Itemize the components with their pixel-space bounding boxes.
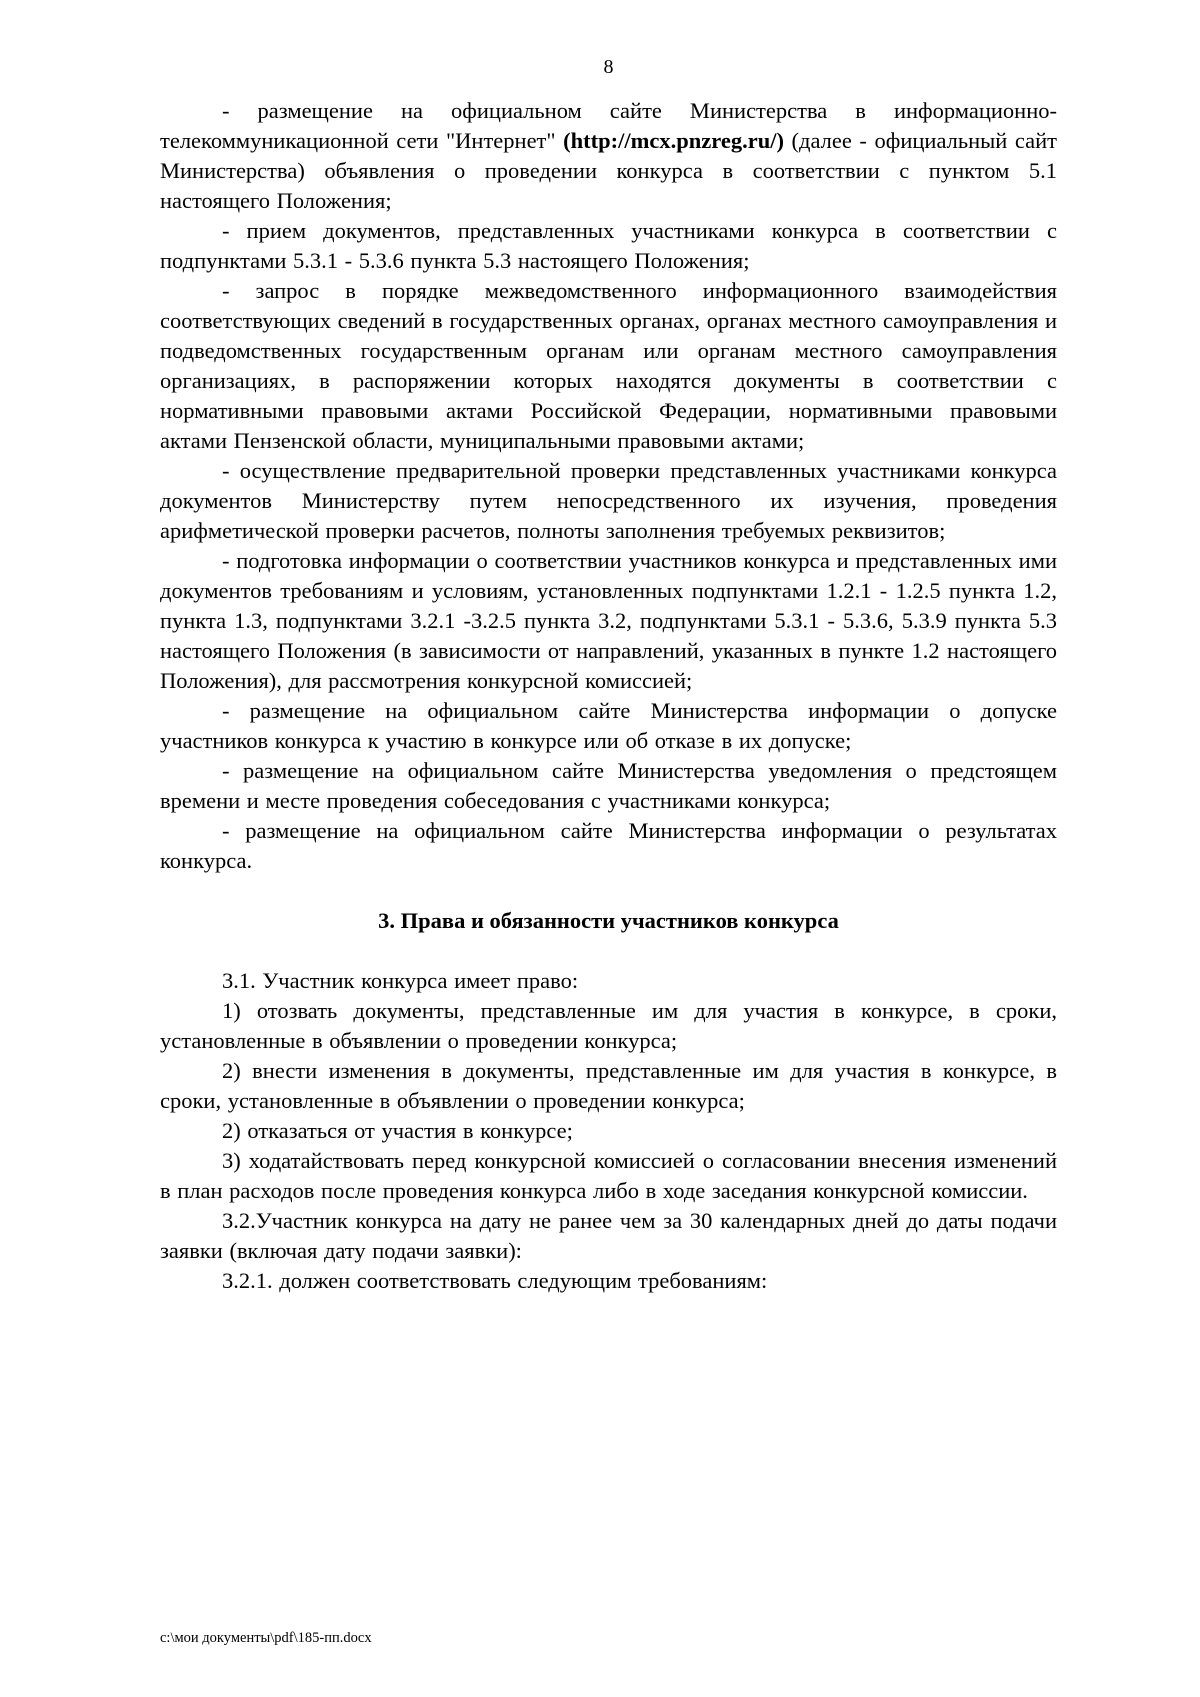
paragraph-participant-rights: 3.1. Участник конкурса имеет право: <box>222 968 579 993</box>
paragraph-right-petition: 3) ходатайствовать перед конкурсной комиссией о согласовании внесения изменений в план расходов после проведения конкурса либо в ходе заседания конкурсной комиссии. <box>160 1148 1057 1203</box>
paragraph-participant-date-requirement: 3.2.Участник конкурса на дату не ранее чем за 30 календарных дней до даты подачи заявки (включая дату подачи заявки): <box>160 1208 1057 1263</box>
ministry-site-url: (http://mcx.pnzreg.ru/) <box>563 128 784 153</box>
section-heading: 3. Права и обязанности участников конкурса <box>378 908 839 933</box>
paragraph-admission-posting: - размещение на официальном сайте Министерства информации о допуске участников конкурса к участию в конкурсе или об отказе в их допуске; <box>160 698 1057 753</box>
paragraph-right-refuse: 2) отказаться от участия в конкурсе; <box>222 1118 573 1143</box>
page-number: 8 <box>603 56 614 78</box>
paragraph-text: (далее - официальный сайт Министерства) объявления о проведении конкурса в соответствии с пунктом 5.1 настоящего Положения; <box>160 128 1058 213</box>
paragraph-document-reception: - прием документов, представленных участниками конкурса в соответствии с подпунктами 5.3.1 - 5.3.6 пункта 5.3 настоящего Положения; <box>160 218 1057 273</box>
paragraph-requirements-intro: 3.2.1. должен соответствовать следующим требованиям: <box>222 1268 768 1293</box>
paragraph-results-posting: - размещение на официальном сайте Министерства информации о результатах конкурса. <box>160 818 1057 873</box>
paragraph-interagency-request: - запрос в порядке межведомственного информационного взаимодействия соответствующих сведений в государственных органах, органах местного самоуправления и подведомственных государственным органам или органам местного самоуправления организациях, в распоряжении которых находятся документы в соответствии с нормативными правовыми актами Российской Федерации, нормативными правовыми актами Пензенской области, муниципальными правовыми актами; <box>160 278 1057 453</box>
paragraph-site-announcement <box>160 96 1057 216</box>
paragraph-interview-notice: - размещение на официальном сайте Министерства уведомления о предстоящем времени и месте проведения собеседования с участниками конкурса; <box>160 758 1057 813</box>
paragraph-right-withdraw: 1) отозвать документы, представленные им для участия в конкурсе, в сроки, установленные в объявлении о проведении конкурса; <box>160 998 1057 1053</box>
paragraph-text: - размещение на официальном сайте Министерства в информационно-телекоммуникационной сети "Интернет" <box>160 98 1057 153</box>
paragraph-information-preparation: - подготовка информации о соответствии участников конкурса и представленных ими документов требованиям и условиям, установленных подпунктами 1.2.1 - 1.2.5 пункта 1.2, пункта 1.3, подпунктами 3.2.1 -3.2.5 пункта 3.2, подпунктами 5.3.1 - 5.3.6, 5.3.9 пункта 5.3 настоящего Положения (в зависимости от направлений, указанных в пункте 1.2 настоящего Положения), для рассмотрения конкурсной комиссией; <box>160 548 1057 693</box>
paragraph-right-amend: 2) внести изменения в документы, представленные им для участия в конкурсе, в сроки, установленные в объявлении о проведении конкурса; <box>160 1058 1057 1113</box>
document-file-path: c:\мои документы\pdf\185-пп.docx <box>160 1630 372 1646</box>
paragraph-preliminary-check: - осуществление предварительной проверки представленных участниками конкурса документов Министерству путем непосредственного их изучения, проведения арифметической проверки расчетов, полноты заполнения требуемых реквизитов; <box>160 458 1057 543</box>
